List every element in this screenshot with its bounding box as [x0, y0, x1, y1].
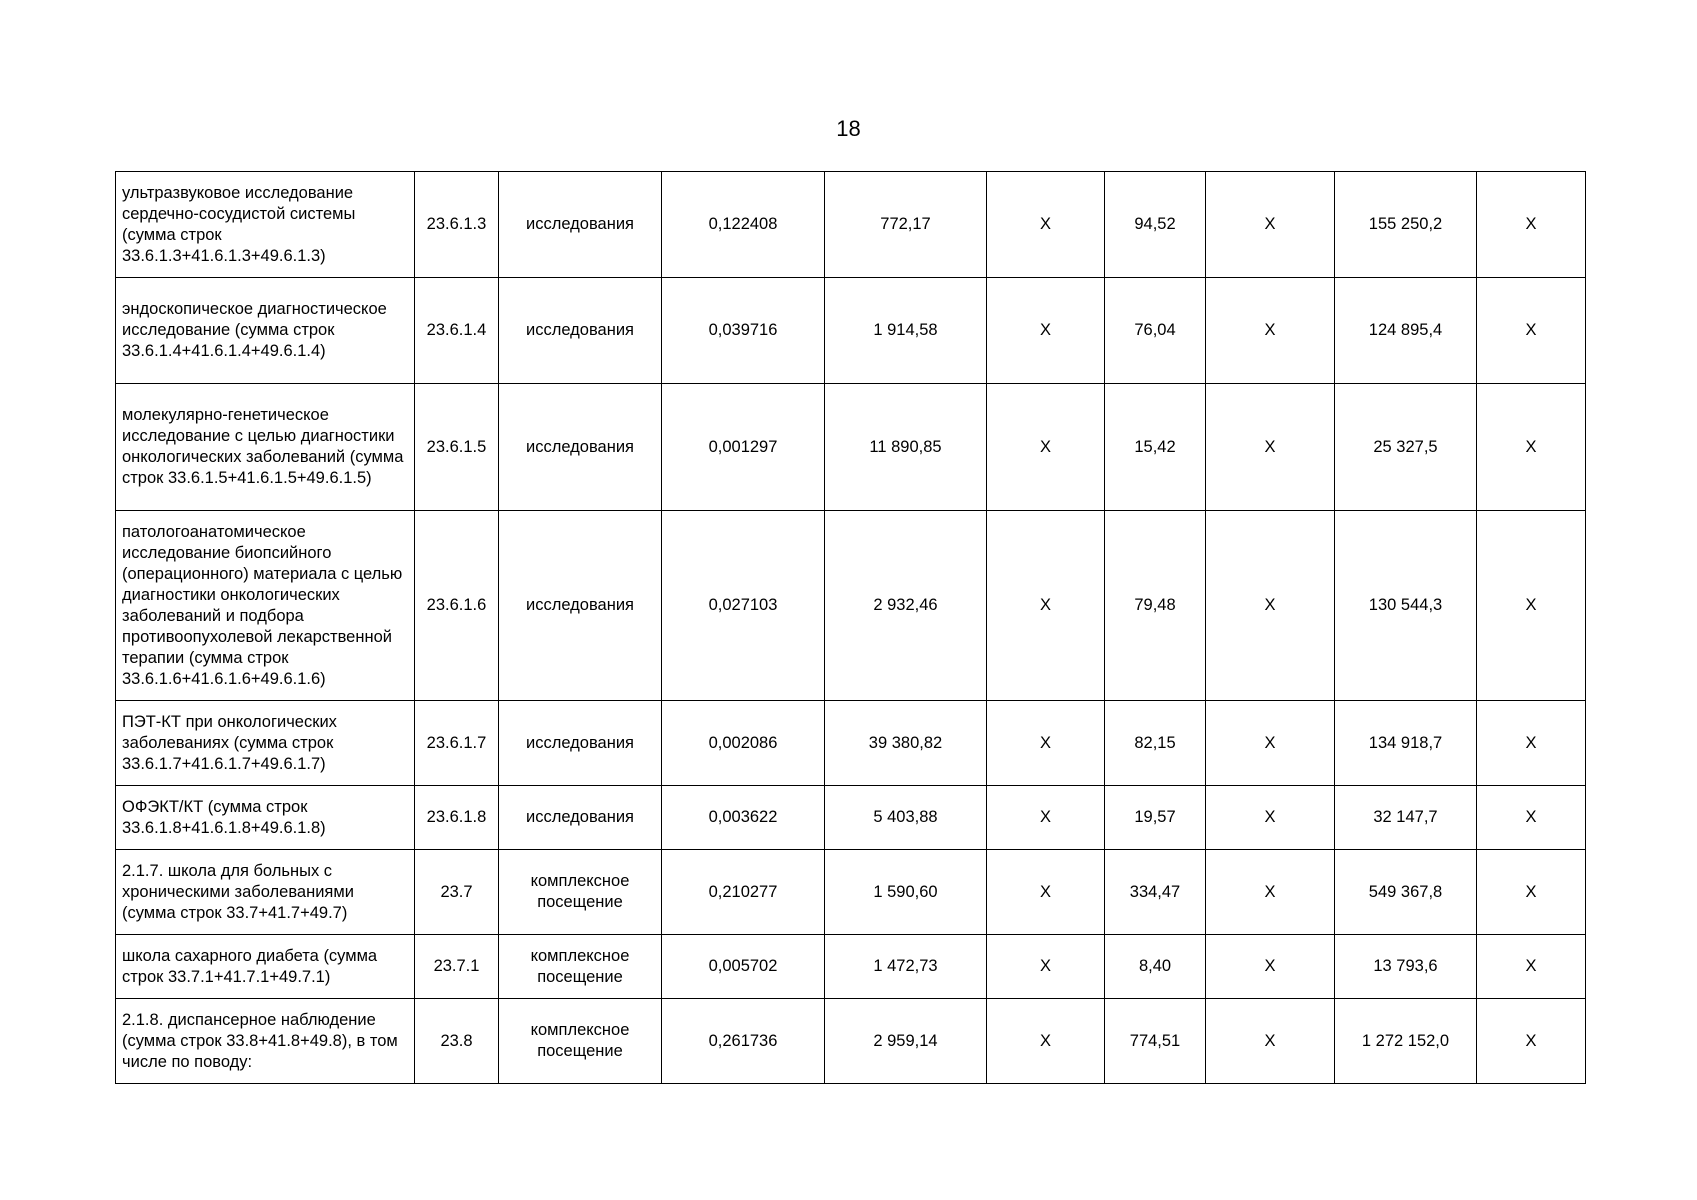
row-x-mark: Х	[1477, 278, 1586, 384]
row-code: 23.6.1.5	[415, 384, 499, 511]
row-x-mark: Х	[987, 850, 1105, 935]
data-table	[115, 171, 1586, 1084]
row-x-mark: Х	[1206, 278, 1335, 384]
row-x-mark: Х	[1206, 850, 1335, 935]
row-per-capita: 774,51	[1105, 999, 1206, 1084]
row-x-mark: Х	[1206, 172, 1335, 278]
row-volume: 0,027103	[662, 511, 825, 701]
row-x-mark: Х	[987, 999, 1105, 1084]
row-per-capita: 79,48	[1105, 511, 1206, 701]
row-total: 155 250,2	[1335, 172, 1477, 278]
row-x-mark: Х	[1477, 172, 1586, 278]
row-volume: 0,003622	[662, 786, 825, 850]
row-x-mark: Х	[1477, 999, 1586, 1084]
row-name: эндоскопическое диагностическое исследование (сумма строк 33.6.1.4+41.6.1.4+49.6.1.4)	[116, 278, 415, 384]
row-cost: 2 932,46	[825, 511, 987, 701]
row-x-mark: Х	[1477, 850, 1586, 935]
row-total: 32 147,7	[1335, 786, 1477, 850]
table-row	[116, 935, 1586, 999]
table-row	[116, 384, 1586, 511]
table-row	[116, 511, 1586, 701]
row-name: 2.1.8. диспансерное наблюдение (сумма строк 33.8+41.8+49.8), в том числе по поводу:	[116, 999, 415, 1084]
row-per-capita: 8,40	[1105, 935, 1206, 999]
row-code: 23.6.1.7	[415, 701, 499, 786]
row-x-mark: Х	[1477, 935, 1586, 999]
row-total: 134 918,7	[1335, 701, 1477, 786]
row-code: 23.8	[415, 999, 499, 1084]
row-total: 13 793,6	[1335, 935, 1477, 999]
row-name: патологоанатомическое исследование биопсийного (операционного) материала с целью диагностики онкологических заболеваний и подбора противоопухолевой лекарственной терапии (сумма строк 33.6.1.6+41.6.1.6+49.6.1.6)	[116, 511, 415, 701]
row-x-mark: Х	[1477, 384, 1586, 511]
row-x-mark: Х	[987, 172, 1105, 278]
row-name: школа сахарного диабета (сумма строк 33.7.1+41.7.1+49.7.1)	[116, 935, 415, 999]
row-x-mark: Х	[1206, 999, 1335, 1084]
table-row	[116, 850, 1586, 935]
row-x-mark: Х	[1477, 511, 1586, 701]
row-x-mark: Х	[1206, 384, 1335, 511]
row-code: 23.6.1.6	[415, 511, 499, 701]
row-volume: 0,210277	[662, 850, 825, 935]
table-row	[116, 999, 1586, 1084]
row-unit: исследования	[499, 172, 662, 278]
row-unit: исследования	[499, 786, 662, 850]
row-x-mark: Х	[987, 511, 1105, 701]
row-unit: исследования	[499, 384, 662, 511]
row-code: 23.6.1.4	[415, 278, 499, 384]
row-x-mark: Х	[987, 384, 1105, 511]
row-cost: 1 590,60	[825, 850, 987, 935]
row-x-mark: Х	[987, 935, 1105, 999]
row-cost: 11 890,85	[825, 384, 987, 511]
row-volume: 0,122408	[662, 172, 825, 278]
row-unit: комплексное посещение	[499, 850, 662, 935]
row-total: 130 544,3	[1335, 511, 1477, 701]
row-name: молекулярно-генетическое исследование с целью диагностики онкологических заболеваний (сумма строк 33.6.1.5+41.6.1.5+49.6.1.5)	[116, 384, 415, 511]
row-code: 23.7.1	[415, 935, 499, 999]
row-cost: 1 914,58	[825, 278, 987, 384]
row-unit: исследования	[499, 701, 662, 786]
row-volume: 0,005702	[662, 935, 825, 999]
row-per-capita: 76,04	[1105, 278, 1206, 384]
row-x-mark: Х	[987, 278, 1105, 384]
row-code: 23.6.1.3	[415, 172, 499, 278]
row-cost: 39 380,82	[825, 701, 987, 786]
row-code: 23.7	[415, 850, 499, 935]
row-total: 549 367,8	[1335, 850, 1477, 935]
row-per-capita: 19,57	[1105, 786, 1206, 850]
table-row	[116, 701, 1586, 786]
row-per-capita: 15,42	[1105, 384, 1206, 511]
row-per-capita: 94,52	[1105, 172, 1206, 278]
row-volume: 0,261736	[662, 999, 825, 1084]
row-x-mark: Х	[987, 786, 1105, 850]
row-unit: исследования	[499, 278, 662, 384]
row-total: 25 327,5	[1335, 384, 1477, 511]
row-code: 23.6.1.8	[415, 786, 499, 850]
row-name: ПЭТ-КТ при онкологических заболеваниях (сумма строк 33.6.1.7+41.6.1.7+49.6.1.7)	[116, 701, 415, 786]
row-volume: 0,039716	[662, 278, 825, 384]
row-total: 1 272 152,0	[1335, 999, 1477, 1084]
table-row	[116, 278, 1586, 384]
page-number: 18	[836, 116, 861, 141]
row-per-capita: 334,47	[1105, 850, 1206, 935]
row-volume: 0,001297	[662, 384, 825, 511]
table-row	[116, 786, 1586, 850]
row-cost: 772,17	[825, 172, 987, 278]
row-x-mark: Х	[1206, 786, 1335, 850]
row-cost: 2 959,14	[825, 999, 987, 1084]
table-row	[116, 172, 1586, 278]
row-volume: 0,002086	[662, 701, 825, 786]
row-unit: комплексное посещение	[499, 935, 662, 999]
row-name: ОФЭКТ/КТ (сумма строк 33.6.1.8+41.6.1.8+49.6.1.8)	[116, 786, 415, 850]
row-name: ультразвуковое исследование сердечно-сосудистой системы (сумма строк 33.6.1.3+41.6.1.3+49.6.1.3)	[116, 172, 415, 278]
row-x-mark: Х	[1477, 786, 1586, 850]
row-cost: 5 403,88	[825, 786, 987, 850]
row-x-mark: Х	[1206, 701, 1335, 786]
row-unit: исследования	[499, 511, 662, 701]
row-total: 124 895,4	[1335, 278, 1477, 384]
row-x-mark: Х	[1477, 701, 1586, 786]
row-x-mark: Х	[987, 701, 1105, 786]
row-cost: 1 472,73	[825, 935, 987, 999]
row-x-mark: Х	[1206, 511, 1335, 701]
row-x-mark: Х	[1206, 935, 1335, 999]
row-name: 2.1.7. школа для больных с хроническими заболеваниями (сумма строк 33.7+41.7+49.7)	[116, 850, 415, 935]
row-per-capita: 82,15	[1105, 701, 1206, 786]
row-unit: комплексное посещение	[499, 999, 662, 1084]
